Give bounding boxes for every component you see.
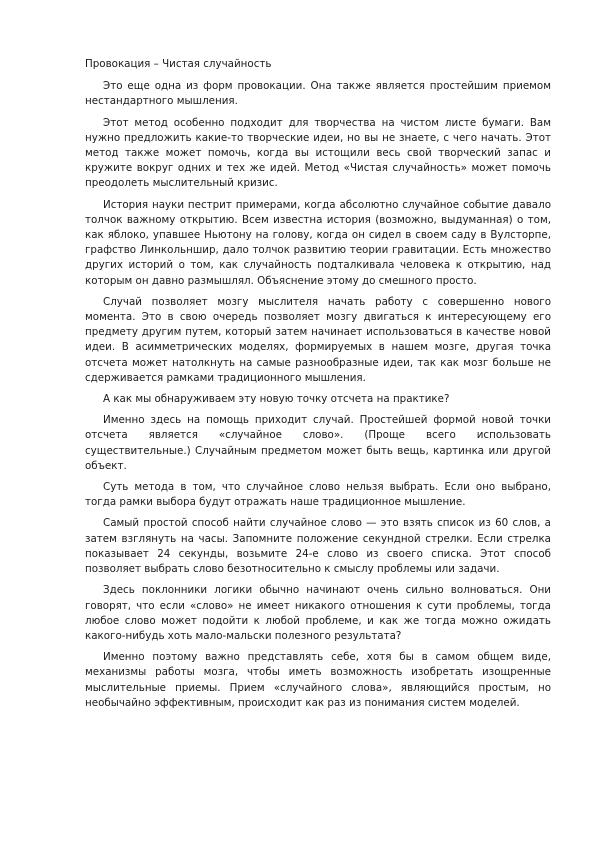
paragraph-8: Самый простой способ найти случайное слово — это взять список из 60 слов, а затем взглянуть на часы. Запомните положение секундной стрелки. Если стрелка показывает 24 секунды, возьмите 24-е слово из своего списка. Этот способ позволяет выбрать слово безотносительно к смыслу проблемы или задачи. [85, 517, 551, 576]
paragraph-1: Это еще одна из форм провокации. Она также является простейшим приемом нестандартного мышления. [85, 80, 551, 108]
paragraph-6: Именно здесь на помощь приходит случай. Простейшей формой новой точки отсчета является «случайное слово». (Проще всего использовать существительные.) Случайным предметом может быть вещь, картинка или другой объект. [85, 414, 551, 472]
paragraph-4: Случай позволяет мозгу мыслителя начать работу с совершенно нового момента. Это в свою очередь позволяет мозгу двигаться к интересующему его предмету другим путем, который затем начинает использоваться в качестве новой идеи. В асимметрических моделях, формируемых в нашем мозге, другая точка отсчета может натолкнуть на самые разнообразные идеи, так как мозг больше не сдерживается рамками традиционного мышления. [85, 295, 551, 384]
paragraph-5: А как мы обнаруживаем эту новую точку отсчета на практике? [103, 393, 450, 406]
paragraph-9: Здесь поклонники логики обычно начинают очень сильно волноваться. Они говорят, что если «слово» не имеет никакого отношения к сути проблемы, тогда любое слово может подойти к любой проблеме, и как же тогда можно ожидать какого-нибудь хоть мало-мальски полезного результата? [85, 584, 551, 642]
document-body [85, 57, 551, 717]
paragraph-3: История науки пестрит примерами, когда абсолютно случайное событие давало толчок важному открытию. Всем известна история (возможно, выдуманная) о том, как яблоко, упавшее Ньютону на голову, когда он сидел в своем саду в Вулсторпе, графство Линкольншир, дало толчок развитию теории гравитации. Есть множество других историй о том, как случайность подталкивала человека к открытию, над которым он давно размышлял. Объяснение этому до смешного просто. [85, 198, 551, 287]
document-title: Провокация – Чистая случайность [85, 58, 272, 70]
paragraph-10: Именно поэтому важно представлять себе, хотя бы в самом общем виде, механизмы работы мозга, чтобы иметь возможность изобретать изощренные мыслительные приемы. Прием «случайного слова», являющийся простым, но необычайно эффективным, происходит как раз из понимания систем моделей. [85, 651, 551, 709]
paragraph-2: Этот метод особенно подходит для творчества на чистом листе бумаги. Вам нужно предложить какие-то творческие идеи, но вы не знаете, с чего начать. Этот метод также может помочь, когда вы истощили весь свой творческий запас и кружите вокруг одних и тех же идей. Метод «Чистая случайность» может помочь преодолеть мыслительный кризис. [85, 116, 551, 190]
paragraph-7: Суть метода в том, что случайное слово нельзя выбрать. Если оно выбрано, тогда рамки выбора будут отражать наше традиционное мышление. [85, 481, 551, 509]
